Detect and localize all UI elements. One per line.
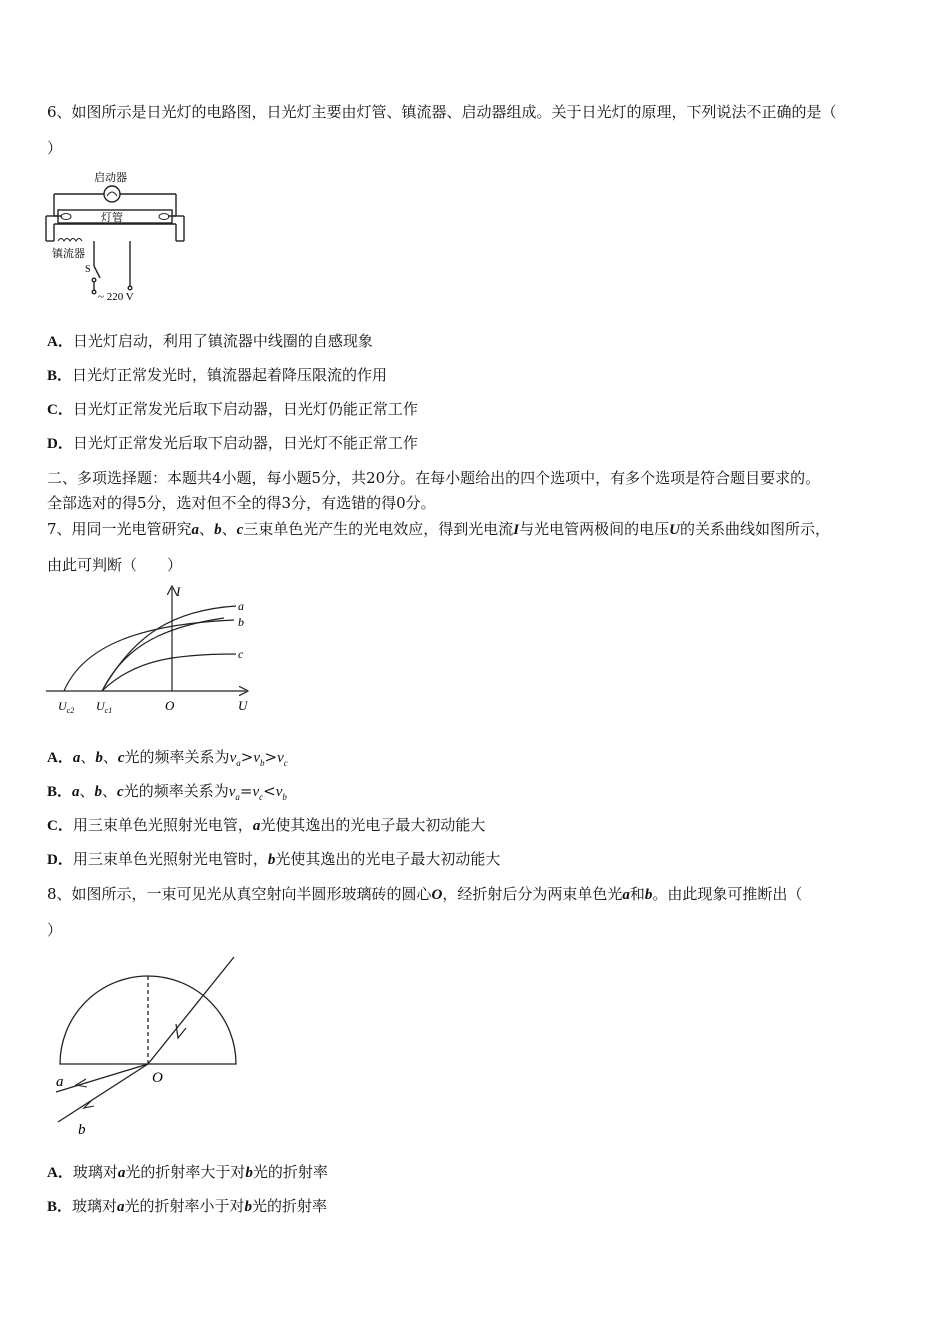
axis-i-label: I xyxy=(176,584,181,599)
q6-option-c: C．日光灯正常发光后取下启动器，日光灯仍能正常工作 xyxy=(47,400,418,418)
q8-stem-line1: 8、如图所示，一束可见光从真空射向半圆形玻璃砖的圆心O，经折射后分为两束单色光a和b。由此现象可推断出（ xyxy=(47,885,803,903)
q7-stem-line2: 由此可判断（ ） xyxy=(47,556,183,574)
ray-b-label: b xyxy=(78,1122,86,1138)
curve-b-outer xyxy=(64,620,234,691)
q6-option-a: A．日光灯启动，利用了镇流器中线圈的自感现象 xyxy=(47,332,373,350)
uc2-label: $U_{c2}$ xyxy=(58,699,75,715)
tube-label: 灯管 xyxy=(101,212,123,224)
q8-option-a: A．玻璃对a光的折射率大于对b光的折射率 xyxy=(47,1163,328,1181)
origin-label: O xyxy=(165,698,175,713)
point-o-label: O xyxy=(152,1070,163,1086)
q7-option-b: B．a、b、c光的频率关系为$\nu_a=\nu_c<\nu_b$ xyxy=(47,782,287,802)
incident-ray xyxy=(148,957,234,1064)
curve-b-label: b xyxy=(238,615,244,629)
curve-c-label: c xyxy=(238,647,244,661)
starter-label: 启动器 xyxy=(94,172,127,184)
q7-stem-line1: 7、用同一光电管研究a、b、c三束单色光产生的光电效应，得到光电流I与光电管两极间的电压U的关系曲线如图所示， xyxy=(47,520,830,538)
starter-symbol xyxy=(104,186,120,202)
section2-instructions-line1: 二、多项选择题：本题共4小题，每小题5分，共20分。在每小题给出的四个选项中，有多个选项是符合题目要求的。 xyxy=(47,469,821,487)
q6-option-d: D．日光灯正常发光后取下启动器，日光灯不能正常工作 xyxy=(47,434,418,452)
semicircle-glass-refraction-figure xyxy=(50,952,246,1140)
q7-option-a: A．a、b、c光的频率关系为$\nu_a>\nu_b>\nu_c$ xyxy=(47,748,288,768)
fluorescent-lamp-circuit-figure xyxy=(44,166,194,308)
q7-option-c: C．用三束单色光照射光电管，a光使其逸出的光电子最大初动能大 xyxy=(47,816,486,834)
switch-label: S xyxy=(85,264,91,275)
q6-stem-line2: ） xyxy=(47,139,63,157)
q6-option-b: B．日光灯正常发光时，镇流器起着降压限流的作用 xyxy=(47,366,388,384)
ray-a-label: a xyxy=(56,1074,64,1090)
photocurrent-voltage-figure xyxy=(44,582,258,716)
ray-a xyxy=(56,1064,148,1092)
q8-stem-line2: ） xyxy=(47,921,63,939)
q6-stem-line1: 6、如图所示是日光灯的电路图，日光灯主要由灯管、镇流器、启动器组成。关于日光灯的原理，下列说法不正确的是（ xyxy=(47,103,837,121)
curve-a-label: a xyxy=(238,599,244,613)
axis-u-label: U xyxy=(238,698,248,713)
uc1-label: $U_{c1}$ xyxy=(96,699,113,715)
q8-option-b: B．玻璃对a光的折射率小于对b光的折射率 xyxy=(47,1197,328,1215)
ray-b xyxy=(58,1064,148,1122)
ballast-label: 镇流器 xyxy=(52,248,85,260)
switch-symbol xyxy=(94,266,100,278)
q7-option-d: D．用三束单色光照射光电管时，b光使其逸出的光电子最大初动能大 xyxy=(47,850,501,868)
curve-c xyxy=(102,654,236,691)
voltage-label: ~ 220 V xyxy=(98,291,134,303)
ballast-coil-symbol xyxy=(58,239,82,242)
section2-instructions-line2: 全部选对的得5分，选对但不全的得3分，有选错的得0分。 xyxy=(47,494,436,512)
